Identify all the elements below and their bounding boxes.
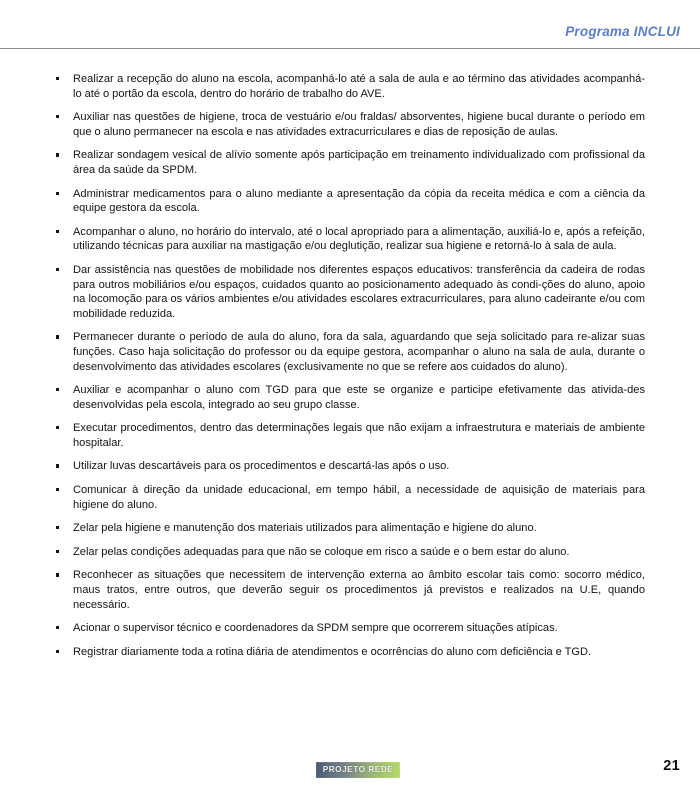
list-item-text: Auxiliar nas questões de higiene, troca de vestuário e/ou fraldas/ absorventes, higiene bucal durante o período em que o aluno permanecer na escola e nas atividades extracurriculares e dias de reposição de aulas. <box>73 111 645 138</box>
list-item-text: Realizar a recepção do aluno na escola, acompanhá-lo até a sala de aula e ao término das atividades acompanhá-lo até o portão da escola, dentro do horário de trabalho do AVE. <box>73 73 645 100</box>
list-item <box>0 263 700 321</box>
projeto-rede-logo-text: PROJETO REDE <box>322 765 394 774</box>
bullet-point-icon <box>56 650 59 653</box>
list-item-text: Utilizar luvas descartáveis para os procedimentos e descartá-las após o uso. <box>73 460 450 473</box>
header-divider <box>0 48 700 49</box>
list-item <box>0 225 700 254</box>
list-item-text: Registrar diariamente toda a rotina diária de atendimentos e ocorrências do aluno com deficiência e TGD. <box>73 645 592 658</box>
projeto-rede-logo <box>316 762 400 778</box>
list-item <box>0 72 700 101</box>
list-item-text: Administrar medicamentos para o aluno mediante a apresentação da cópia da receita médica e com a ciência da equipe gestora da escola. <box>73 187 645 215</box>
list-item-text: Executar procedimentos, dentro das determinações legais que não exijam a infraestrutura e materiais de ambiente hospitalar. <box>73 422 645 449</box>
header-title: Programa INCLUI <box>565 24 680 39</box>
bullet-point-icon <box>56 115 59 118</box>
bullet-point-icon <box>56 573 59 576</box>
list-item <box>0 545 700 560</box>
list-item <box>0 383 700 412</box>
list-item <box>0 148 700 177</box>
list-item-text: Acionar o supervisor técnico e coordenadores da SPDM sempre que ocorrerem situações atípicas. <box>73 622 558 635</box>
list-item-text: Realizar sondagem vesical de alívio somente após participação em treinamento individualizado com profissional da área da saúde da SPDM. <box>73 149 645 176</box>
list-item <box>0 621 700 636</box>
bullet-point-icon <box>56 153 59 156</box>
page-header <box>0 0 700 50</box>
bullet-point-icon <box>56 230 59 233</box>
list-item <box>0 568 700 612</box>
list-item <box>0 459 700 474</box>
bullet-point-icon <box>56 77 59 80</box>
list-item-text: Auxiliar e acompanhar o aluno com TGD para que este se organize e participe efetivamente das ativida-des desenvolvidas pela escola, integrado ao seu grupo classe. <box>73 384 645 411</box>
bullet-point-icon <box>56 335 59 338</box>
list-item <box>0 330 700 374</box>
page-number: 21 <box>663 758 680 774</box>
list-item <box>0 521 700 536</box>
list-item-text: Zelar pelas condições adequadas para que não se coloque em risco a saúde e o bem estar do aluno. <box>73 545 570 558</box>
bullet-point-icon <box>56 626 59 629</box>
document-body <box>0 72 700 659</box>
bullet-point-icon <box>56 388 59 391</box>
bullet-point-icon <box>56 192 59 195</box>
list-item-text: Zelar pela higiene e manutenção dos materiais utilizados para alimentação e higiene do aluno. <box>73 522 537 535</box>
page-footer <box>0 748 700 800</box>
list-item-text: Reconhecer as situações que necessitem de intervenção externa ao âmbito escolar tais como: socorro médico, maus tratos, entre outros, que deverão seguir os procedimentos já previstos e realizados na U.E, quando necessário. <box>73 569 645 611</box>
list-item <box>0 187 700 216</box>
list-item <box>0 645 700 660</box>
list-item <box>0 110 700 139</box>
list-item <box>0 421 700 450</box>
list-item-text: Acompanhar o aluno, no horário do intervalo, até o local apropriado para a alimentação, auxiliá-lo e, após a refeição, utilizando técnicas para auxiliar na mastigação e/ou deglutição, realizar sua higiene e retorná-lo à sala de aula. <box>73 225 645 253</box>
bullet-point-icon <box>56 464 59 467</box>
responsibilities-list <box>0 72 700 659</box>
bullet-point-icon <box>56 526 59 529</box>
bullet-point-icon <box>56 268 59 271</box>
list-item <box>0 483 700 512</box>
bullet-point-icon <box>56 488 59 491</box>
list-item-text: Dar assistência nas questões de mobilidade nos diferentes espaços educativos: transferência da cadeira de rodas para outros mobiliários e/ou espaços, cuidados quanto ao posicionamento adequado às condi-ções do aluno, apoio na locomoção para os vários ambientes e/ou atividades escolares extracurriculares, para aluno cadeirante e/ou com mobilidade reduzida. <box>73 263 645 320</box>
bullet-point-icon <box>56 426 59 429</box>
list-item-text: Permanecer durante o período de aula do aluno, fora da sala, aguardando que seja solicitado para re-alizar suas funções. Caso haja solicitação do professor ou da equipe gestora, acompanhar o aluno na sala de aula, durante o desenvolvimento das atividades escolares (exclusivamente no que se refere aos cuidados do aluno). <box>73 331 645 373</box>
bullet-point-icon <box>56 550 59 553</box>
list-item-text: Comunicar à direção da unidade educacional, em tempo hábil, a necessidade de aquisição de materiais para higiene do aluno. <box>73 484 645 511</box>
